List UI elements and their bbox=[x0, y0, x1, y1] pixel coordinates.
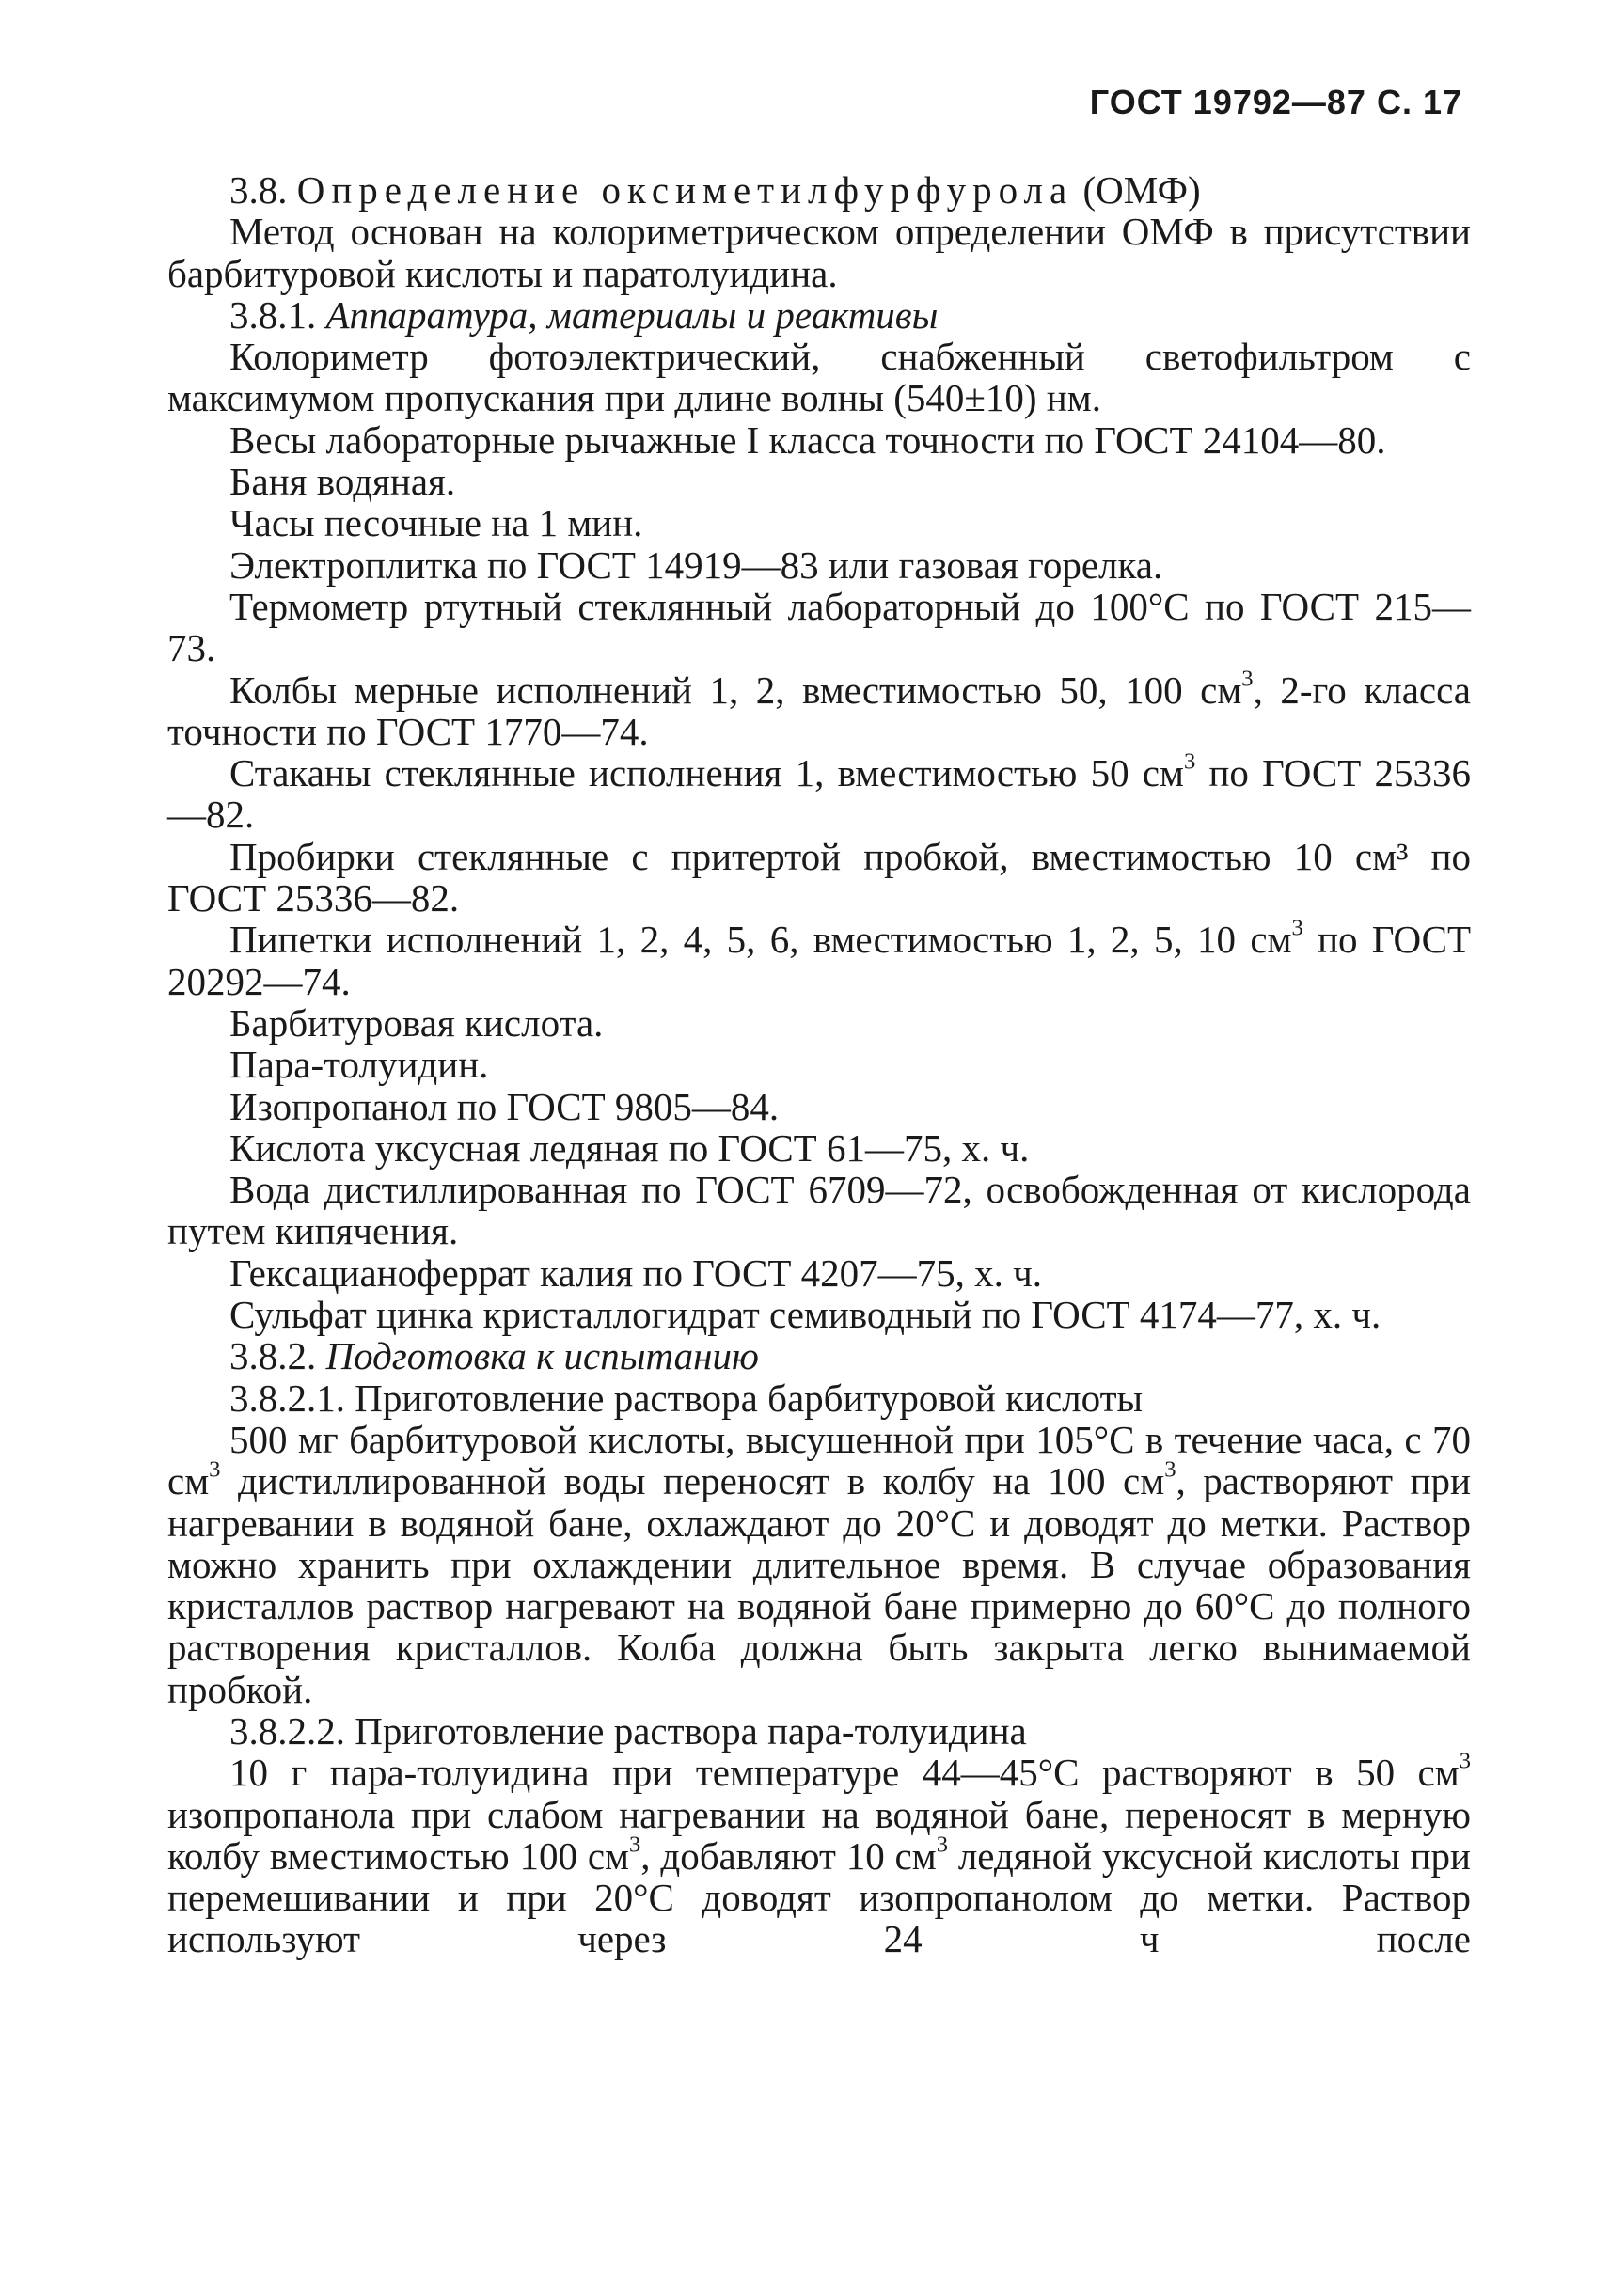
superscript: 3 bbox=[628, 1832, 641, 1858]
list-item-beakers bbox=[167, 748, 1471, 837]
text-segment: Колбы мерные исполнений 1, 2, вместимостью 50, 100 см bbox=[229, 668, 1242, 712]
document-body bbox=[167, 169, 1471, 1960]
section-3-8-2-2-heading: 3.8.2.2. Приготовление раствора пара-толуидина bbox=[229, 1708, 1027, 1753]
text-segment: изопропанола при слабом нагревании на водяной бане, переносят в мерную колбу вместимостью 100 см bbox=[167, 1792, 1471, 1878]
list-item: Колориметр фотоэлектрический, снабженный светофильтром с максимумом пропускания при длине волны (540±10) нм. bbox=[167, 335, 1471, 420]
section-3-8-2-1-heading: 3.8.2.1. Приготовление раствора барбитуровой кислоты bbox=[229, 1376, 1144, 1420]
text-segment: ледяной уксусной кислоты при перемешивании и при 20°С доводят изопропанолом до метки. Раствор используют через 24 ч после bbox=[167, 1833, 1471, 1961]
text-segment: 500 мг барбитуровой кислоты, высушенной при 105°С в течение часа, с 70 см bbox=[167, 1417, 1471, 1503]
section-number: 3.8. bbox=[229, 168, 288, 212]
list-item: Изопропанол по ГОСТ 9805—84. bbox=[229, 1084, 780, 1128]
list-item: Термометр ртутный стеклянный лабораторный до 100°С по ГОСТ 215—73. bbox=[167, 584, 1471, 670]
section-number: 3.8.2. bbox=[229, 1334, 317, 1378]
list-item: Пара-толуидин. bbox=[229, 1043, 489, 1087]
list-item: Кислота уксусная ледяная по ГОСТ 61—75, х. ч. bbox=[229, 1125, 1030, 1170]
list-item: Пробирки стеклянные с притертой пробкой, вместимостью 10 см³ по ГОСТ 25336—82. bbox=[167, 834, 1471, 920]
text-segment: Пипетки исполнений 1, 2, 4, 5, 6, вместимостью 1, 2, 5, 10 см bbox=[229, 918, 1292, 962]
section-3-8-2-heading bbox=[167, 1335, 1471, 1376]
list-item: Весы лабораторные рычажные I класса точности по ГОСТ 24104—80. bbox=[229, 417, 1386, 462]
text-segment: дистиллированной воды переносят в колбу на 100 см bbox=[220, 1459, 1165, 1503]
section-3-8-1-heading bbox=[167, 294, 1471, 336]
text-segment: по ГОСТ 25336—82. bbox=[167, 751, 1471, 837]
text-segment: по ГОСТ 20292—74. bbox=[167, 918, 1471, 1003]
superscript: 3 bbox=[1291, 915, 1303, 941]
text-segment: , добавляют 10 см bbox=[640, 1833, 937, 1878]
list-item: Электроплитка по ГОСТ 14919—83 или газовая горелка. bbox=[229, 543, 1163, 587]
superscript: 3 bbox=[936, 1832, 948, 1858]
method-paragraph: Метод основан на колориметрическом определении ОМФ в присутствии барбитуровой кислоты и паратолуидина. bbox=[167, 210, 1471, 295]
section-number: 3.8.1. bbox=[229, 292, 317, 337]
section-title: Аппаратура, материалы и реактивы bbox=[325, 292, 939, 337]
section-title: Подготовка к испытанию bbox=[325, 1334, 759, 1378]
superscript: 3 bbox=[1459, 1748, 1471, 1774]
list-item: Сульфат цинка кристаллогидрат семиводный по ГОСТ 4174—77, х. ч. bbox=[229, 1293, 1381, 1337]
text-segment: 10 г пара-толуидина при температуре 44—45°С растворяют в 50 см bbox=[229, 1751, 1460, 1795]
list-item: Часы песочные на 1 мин. bbox=[229, 501, 643, 545]
list-item: Вода дистиллированная по ГОСТ 6709—72, освобожденная от кислорода путем кипячения. bbox=[167, 1168, 1471, 1253]
paragraph bbox=[167, 1419, 1471, 1710]
text-segment: , 2-го класса точности по ГОСТ 1770—74. bbox=[167, 668, 1471, 753]
superscript: 3 bbox=[1241, 666, 1254, 692]
section-abbrev: (ОМФ) bbox=[1082, 168, 1201, 212]
list-item: Гексацианоферрат калия по ГОСТ 4207—75, х. ч. bbox=[229, 1250, 1043, 1295]
paragraph bbox=[167, 1748, 1471, 1961]
section-title: Определение оксиметилфурфурола bbox=[296, 168, 1074, 212]
list-item: Баня водяная. bbox=[229, 460, 456, 504]
list-item-pipettes bbox=[167, 915, 1471, 1003]
text-segment: , растворяют при нагревании в водяной бане, охлаждают до 20°С и доводят до метки. Раствор можно хранить при охлаждении длительное время. В случае образования кристаллов раствор нагревают на водяной бане примерно до 60°С до полного растворения кристаллов. Колба должна быть закрыта легко вынимаемой пробкой. bbox=[167, 1459, 1471, 1711]
text-segment: Стаканы стеклянные исполнения 1, вместимостью 50 см bbox=[229, 751, 1184, 795]
list-item-flasks bbox=[167, 666, 1471, 753]
superscript: 3 bbox=[1183, 748, 1196, 775]
page-header: ГОСТ 19792—87 С. 17 bbox=[1089, 83, 1462, 121]
list-item: Барбитуровая кислота. bbox=[229, 1000, 604, 1045]
section-3-8-heading bbox=[167, 169, 1471, 211]
superscript: 3 bbox=[1164, 1456, 1176, 1483]
superscript: 3 bbox=[209, 1456, 221, 1483]
